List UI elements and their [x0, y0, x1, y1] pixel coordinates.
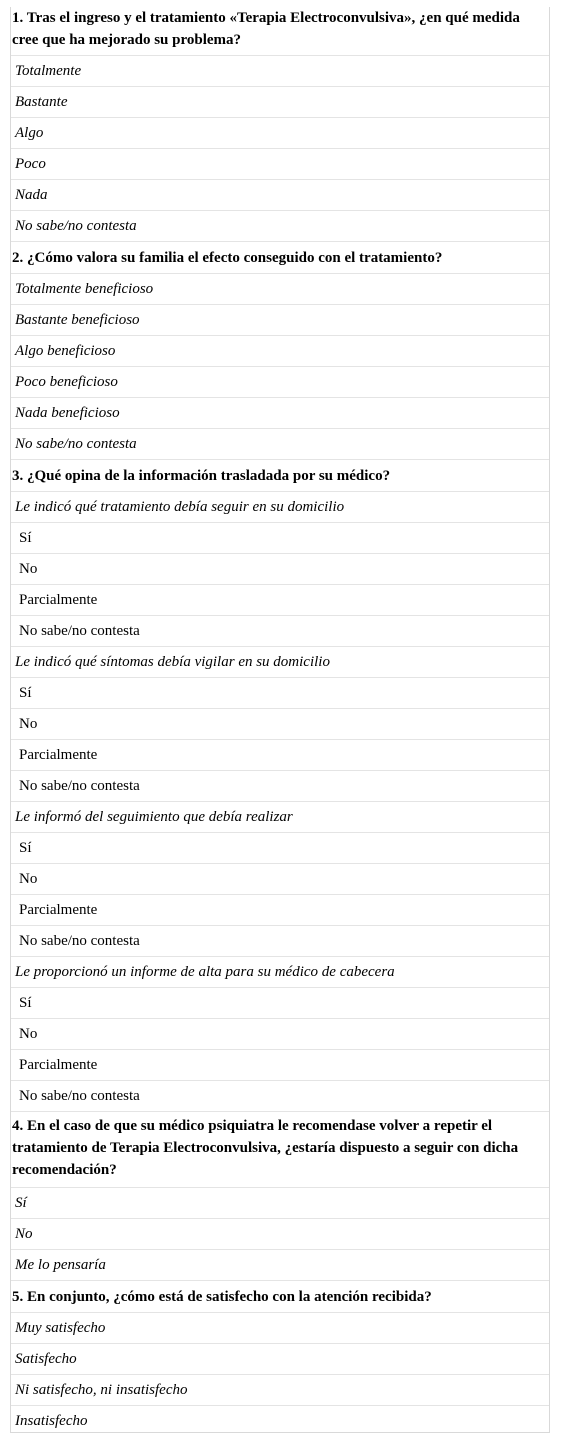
q4-option-si: Sí — [11, 1187, 549, 1218]
q3-sub-1-option-ns-nc: No sabe/no contesta — [11, 615, 549, 646]
q2-option-3: Algo beneficioso — [11, 335, 549, 366]
q1-option-poco: Poco — [11, 148, 549, 179]
q5-option-insatisfecho: Insatisfecho — [11, 1405, 549, 1433]
q3-sub-1-option-si: Sí — [11, 522, 549, 553]
q5-option-ni-ni: Ni satisfecho, ni insatisfecho — [11, 1374, 549, 1405]
q3-sub-4-option-ns-nc: No sabe/no contesta — [11, 1080, 549, 1111]
q4-option-me-lo-pensaria: Me lo pensaría — [11, 1249, 549, 1280]
q1-option-bastante: Bastante — [11, 86, 549, 117]
q3-sub-4-label: Le proporcionó un informe de alta para su médico de cabecera — [11, 956, 549, 987]
q3-sub-2-option-no: No — [11, 708, 549, 739]
question-5-title: 5. En conjunto, ¿cómo está de satisfecho con la atención recibida? — [11, 1280, 549, 1312]
q2-option-2: Bastante beneficioso — [11, 304, 549, 335]
q3-sub-4-option-parcialmente: Parcialmente — [11, 1049, 549, 1080]
q2-option-5: Nada beneficioso — [11, 397, 549, 428]
question-3-title: 3. ¿Qué opina de la información trasladada por su médico? — [11, 459, 549, 491]
q3-sub-2-option-si: Sí — [11, 677, 549, 708]
q1-option-ns-nc: No sabe/no contesta — [11, 210, 549, 241]
q3-sub-3-option-si: Sí — [11, 832, 549, 863]
question-1-title: 1. Tras el ingreso y el tratamiento «Terapia Electroconvulsiva», ¿en qué medida cree que ha mejorado su problema? — [12, 10, 520, 48]
q3-sub-1-option-no: No — [11, 553, 549, 584]
q3-sub-3-label: Le informó del seguimiento que debía realizar — [11, 801, 549, 832]
q3-sub-2-label: Le indicó qué síntomas debía vigilar en su domicilio — [11, 646, 549, 677]
q3-sub-1-option-parcialmente: Parcialmente — [11, 584, 549, 615]
q1-option-nada: Nada — [11, 179, 549, 210]
q5-option-satisfecho: Satisfecho — [11, 1343, 549, 1374]
q3-sub-2-option-ns-nc: No sabe/no contesta — [11, 770, 549, 801]
q2-option-1: Totalmente beneficioso — [11, 273, 549, 304]
q2-option-6: No sabe/no contesta — [11, 428, 549, 459]
question-2-title: 2. ¿Cómo valora su familia el efecto conseguido con el tratamiento? — [11, 241, 549, 273]
q3-sub-3-option-parcialmente: Parcialmente — [11, 894, 549, 925]
q5-option-muy-satisfecho: Muy satisfecho — [11, 1312, 549, 1343]
q3-sub-3-option-ns-nc: No sabe/no contesta — [11, 925, 549, 956]
q3-sub-4-option-no: No — [11, 1018, 549, 1049]
q3-sub-4-option-si: Sí — [11, 987, 549, 1018]
q2-option-4: Poco beneficioso — [11, 366, 549, 397]
survey-table — [10, 7, 550, 1433]
q1-option-totalmente: Totalmente — [11, 55, 549, 86]
q3-sub-3-option-no: No — [11, 863, 549, 894]
q3-sub-2-option-parcialmente: Parcialmente — [11, 739, 549, 770]
q1-option-algo: Algo — [11, 117, 549, 148]
q4-option-no: No — [11, 1218, 549, 1249]
q3-sub-1-label: Le indicó qué tratamiento debía seguir en su domicilio — [11, 491, 549, 522]
question-4-title: 4. En el caso de que su médico psiquiatra le recomendase volver a repetir el tratamiento de Terapia Electroconvulsiva, ¿estaría dispuesto a seguir con dicha recomendación? — [11, 1111, 549, 1187]
